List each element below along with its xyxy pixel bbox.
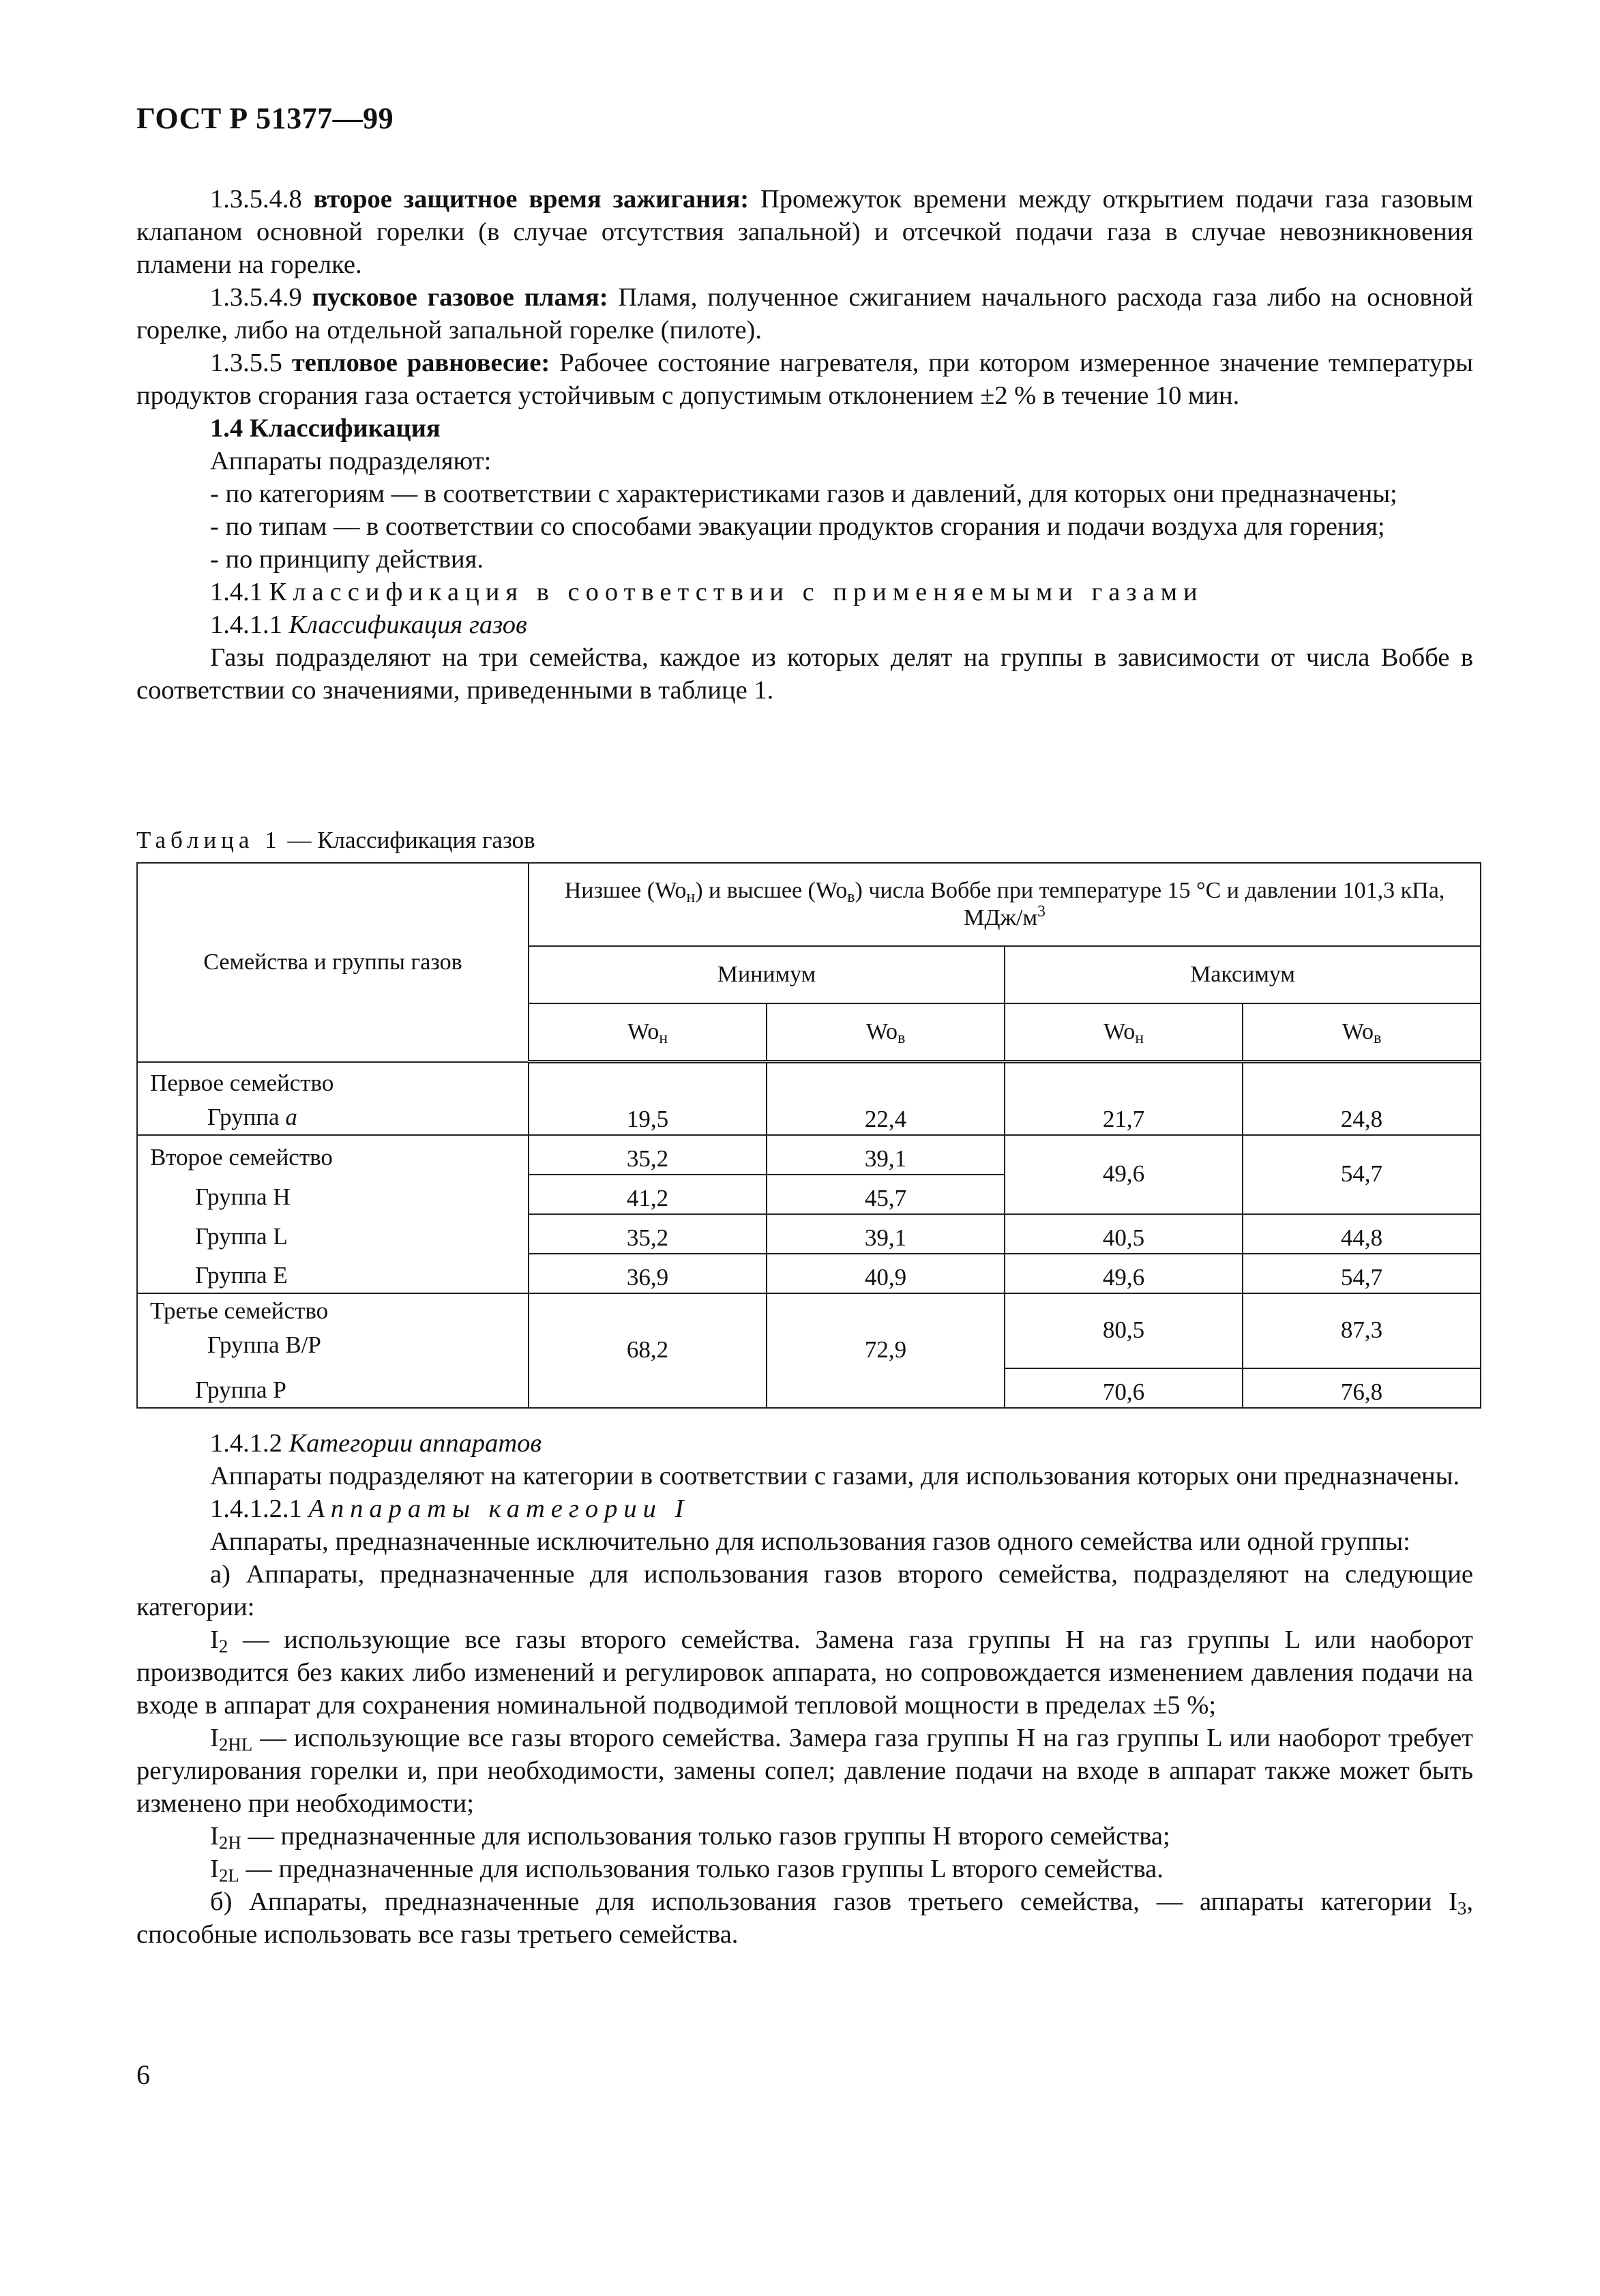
header-wo-n: $Wo_н$: [1005, 1003, 1243, 1062]
table-cell: 68,2: [529, 1293, 767, 1408]
table-cell: 39,1: [767, 1214, 1005, 1254]
text-block-top: [136, 183, 1473, 707]
table-cell: 54,7: [1243, 1254, 1481, 1293]
paragraph: Газы подразделяют на три семейства, каждое из которых делят на группы в зависимости от числа Воббе в соответствии со значениями, приведенными в таблице 1.: [136, 643, 1473, 705]
subsection-heading: 1.4.1 Классификация в соответствии с применяемыми газами: [210, 578, 1204, 606]
term-name: тепловое равновесие:: [291, 349, 550, 377]
term-definition: Рабочее состояние нагревателя, при котором измеренное значение температуры продуктов сгорания газа остается устойчивым с допустимым отклонением ±2 % в течение 10 мин.: [136, 349, 1474, 410]
subsubsection-heading: 1.4.1.2 Категории аппаратов: [210, 1429, 542, 1458]
table-cell: 40,5: [1005, 1214, 1243, 1254]
list-item: - по принципу действия.: [210, 545, 484, 574]
page-number: 6: [136, 2059, 150, 2090]
category-i2: $I_2$ — использующие все газы второго семейства. Замена газа группы Н на газ группы L или наоборот производится без каких либо изменений и регулировок аппарата, но сопровождается изменением давления подачи на входе в аппарат для сохранения номинальной подводимой тепловой мощности в пределах ±5 %;: [136, 1625, 1473, 1720]
table-row: [137, 1254, 1481, 1293]
row-label: Группа Н: [137, 1175, 529, 1214]
subsubsubsection-heading: 1.4.1.2.1 Аппараты категории I: [210, 1495, 690, 1523]
term-number: 1.3.5.4.9: [210, 283, 302, 312]
table-cell: 54,7: [1243, 1135, 1481, 1214]
category-i2l: $I_{2L}$ — предназначенные для использования только газов группы L второго семейства.: [210, 1855, 1164, 1886]
term-number: 1.3.5.5: [210, 349, 282, 377]
row-label: Второе семейство: [137, 1135, 529, 1175]
paragraph: а) Аппараты, предназначенные для использования газов второго семейства, подразделяют на следующие категории:: [136, 1560, 1473, 1621]
category-i2hl: $I_{2HL}$ — использующие все газы второго семейства. Замера газа группы Н на газ группы L или наоборот требует регулирования горелки и, при необходимости, замены сопел; давление подачи на входе в аппарат также может быть изменено при необходимости;: [136, 1724, 1473, 1818]
header-minimum: Минимум: [529, 946, 1005, 1003]
term-paragraph: [136, 183, 1473, 281]
header-family: Семейства и группы газов: [137, 863, 529, 1062]
table-cell: 49,6: [1005, 1254, 1243, 1293]
table-header-row: [137, 863, 1481, 946]
term-paragraph: [136, 281, 1473, 347]
term-name: пусковое газовое пламя:: [312, 283, 608, 312]
table-row: [137, 1214, 1481, 1254]
term-paragraph: [136, 347, 1473, 412]
row-label: Группа Е: [137, 1254, 529, 1293]
term-definition: Пламя, полученное сжиганием начального расхода газа либо на основной горелке, либо на отдельной запальной горелке (пилоте).: [136, 283, 1474, 344]
term-number: 1.3.5.4.8: [210, 185, 302, 214]
table-cell: 45,7: [767, 1175, 1005, 1214]
table-cell: 72,9: [767, 1293, 1005, 1408]
subsubsection-heading: 1.4.1.1 Классификация газов: [210, 610, 527, 639]
table-caption: Таблица 1 — Классификация газов: [136, 827, 535, 853]
text-block-bottom: [136, 1427, 1473, 1951]
table-row: [137, 1135, 1481, 1175]
table-cell: 70,6: [1005, 1368, 1243, 1408]
gas-classification-table: [136, 862, 1481, 1409]
paragraph: б) Аппараты, предназначенные для использования газов третьего семейства, — аппараты категории $I_3$, способные использовать все газы третьего семейства.: [136, 1887, 1473, 1949]
paragraph: Аппараты подразделяют на категории в соответствии с газами, для использования которых они предназначены.: [210, 1462, 1460, 1490]
table-cell: 21,7: [1005, 1062, 1243, 1136]
term-definition: Промежуток времени между открытием подачи газа газовым клапаном основной горелки (в случае отсутствия запальной) и отсечкой подачи газа в случае невозникновения пламени на горелке.: [136, 185, 1474, 279]
section-heading: 1.4 Классификация: [210, 414, 441, 443]
document-header: ГОСТ Р 51377—99: [136, 102, 394, 135]
table-cell: 41,2: [529, 1175, 767, 1214]
term-name: второе защитное время зажигания:: [313, 185, 750, 214]
table-cell: 19,5: [529, 1062, 767, 1136]
table-cell: 36,9: [529, 1254, 767, 1293]
row-label: Группа L: [137, 1214, 529, 1254]
table-cell: 22,4: [767, 1062, 1005, 1136]
header-maximum: Максимум: [1005, 946, 1481, 1003]
table-cell: 87,3: [1243, 1293, 1481, 1368]
section-intro: Аппараты подразделяют:: [210, 447, 492, 475]
paragraph: Аппараты, предназначенные исключительно для использования газов одного семейства или одной группы:: [210, 1527, 1410, 1556]
row-label: Группа Р: [137, 1368, 529, 1408]
table-cell: 39,1: [767, 1135, 1005, 1175]
row-label: Первое семейство Группа а: [137, 1062, 529, 1136]
row-label: Третье семейство Группа В/Р: [137, 1293, 529, 1368]
table-cell: 80,5: [1005, 1293, 1243, 1368]
list-item: - по типам — в соответствии со способами эвакуации продуктов сгорания и подачи воздуха для горения;: [210, 512, 1385, 541]
header-wo-v: $Wo_в$: [767, 1003, 1005, 1062]
table-cell: 76,8: [1243, 1368, 1481, 1408]
table-row: [137, 1062, 1481, 1136]
header-wo-n: $Wo_н$: [529, 1003, 767, 1062]
table-cell: 24,8: [1243, 1062, 1481, 1136]
table-cell: 40,9: [767, 1254, 1005, 1293]
table-cell: 49,6: [1005, 1135, 1243, 1214]
table-cell: 35,2: [529, 1214, 767, 1254]
table-row: [137, 1293, 1481, 1368]
header-wo-v: $Wo_в$: [1243, 1003, 1481, 1062]
table-cell: 35,2: [529, 1135, 767, 1175]
table-cell: 44,8: [1243, 1214, 1481, 1254]
category-i2h: $I_{2H}$ — предназначенные для использования только газов группы Н второго семейства;: [210, 1822, 1170, 1853]
list-item: - по категориям — в соответствии с характеристиками газов и давлений, для которых они предназначены;: [210, 480, 1397, 508]
header-wobbe: Низшее $(Wo_н)$ и высшее $(Wo_в)$ числа Воббе при температуре 15 °С и давлении 101,3 кПа, МДж/$м^3$: [529, 863, 1481, 946]
